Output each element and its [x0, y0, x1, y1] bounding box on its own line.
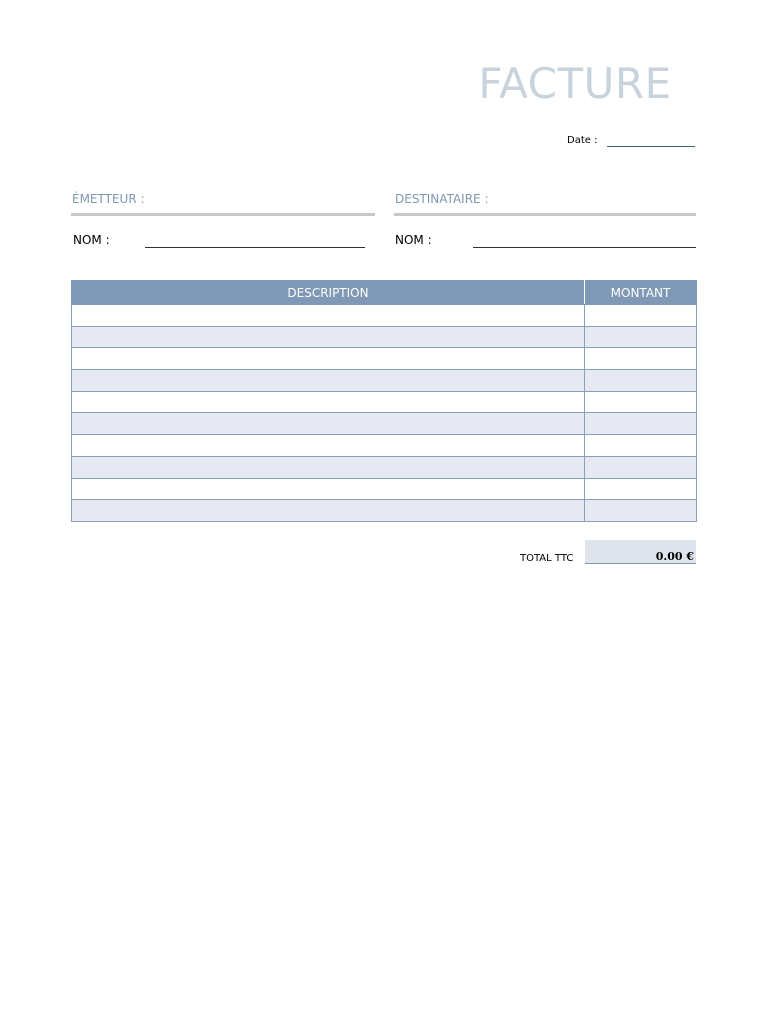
- table-row: [72, 413, 697, 435]
- issuer-name-field[interactable]: [145, 247, 365, 248]
- description-cell[interactable]: [72, 435, 585, 457]
- table-row: [72, 500, 697, 522]
- recipient-heading: DESTINATAIRE :: [395, 192, 489, 206]
- table-row: [72, 370, 697, 392]
- issuer-heading: ÉMETTEUR :: [72, 192, 145, 206]
- description-cell[interactable]: [72, 413, 585, 435]
- table-header-row: [72, 281, 697, 305]
- amount-cell[interactable]: [585, 413, 697, 435]
- column-header-amount: MONTANT: [585, 281, 697, 305]
- amount-cell[interactable]: [585, 326, 697, 348]
- invoice-title: FACTURE: [478, 59, 672, 108]
- recipient-divider: [394, 213, 696, 216]
- description-cell[interactable]: [72, 456, 585, 478]
- issuer-name-label: NOM :: [73, 233, 110, 247]
- description-cell[interactable]: [72, 500, 585, 522]
- amount-cell[interactable]: [585, 370, 697, 392]
- column-header-description: DESCRIPTION: [72, 281, 585, 305]
- amount-cell[interactable]: [585, 348, 697, 370]
- amount-cell[interactable]: [585, 435, 697, 457]
- amount-cell[interactable]: [585, 500, 697, 522]
- table-row: [72, 478, 697, 500]
- description-cell[interactable]: [72, 391, 585, 413]
- description-cell[interactable]: [72, 305, 585, 327]
- invoice-items-table: [71, 280, 697, 522]
- table-row: [72, 326, 697, 348]
- total-value: 0.00 €: [585, 540, 696, 564]
- description-cell[interactable]: [72, 326, 585, 348]
- table-row: [72, 435, 697, 457]
- description-cell[interactable]: [72, 348, 585, 370]
- issuer-divider: [71, 213, 375, 216]
- description-cell[interactable]: [72, 370, 585, 392]
- table-body: [72, 305, 697, 522]
- table-row: [72, 391, 697, 413]
- date-field[interactable]: [607, 146, 695, 147]
- amount-cell[interactable]: [585, 456, 697, 478]
- table-row: [72, 456, 697, 478]
- recipient-name-field[interactable]: [473, 247, 696, 248]
- total-label: TOTAL TTC: [520, 553, 574, 564]
- date-label: Date :: [567, 135, 598, 146]
- amount-cell[interactable]: [585, 478, 697, 500]
- amount-cell[interactable]: [585, 305, 697, 327]
- description-cell[interactable]: [72, 478, 585, 500]
- table-row: [72, 348, 697, 370]
- amount-cell[interactable]: [585, 391, 697, 413]
- recipient-name-label: NOM :: [395, 233, 432, 247]
- table-row: [72, 305, 697, 327]
